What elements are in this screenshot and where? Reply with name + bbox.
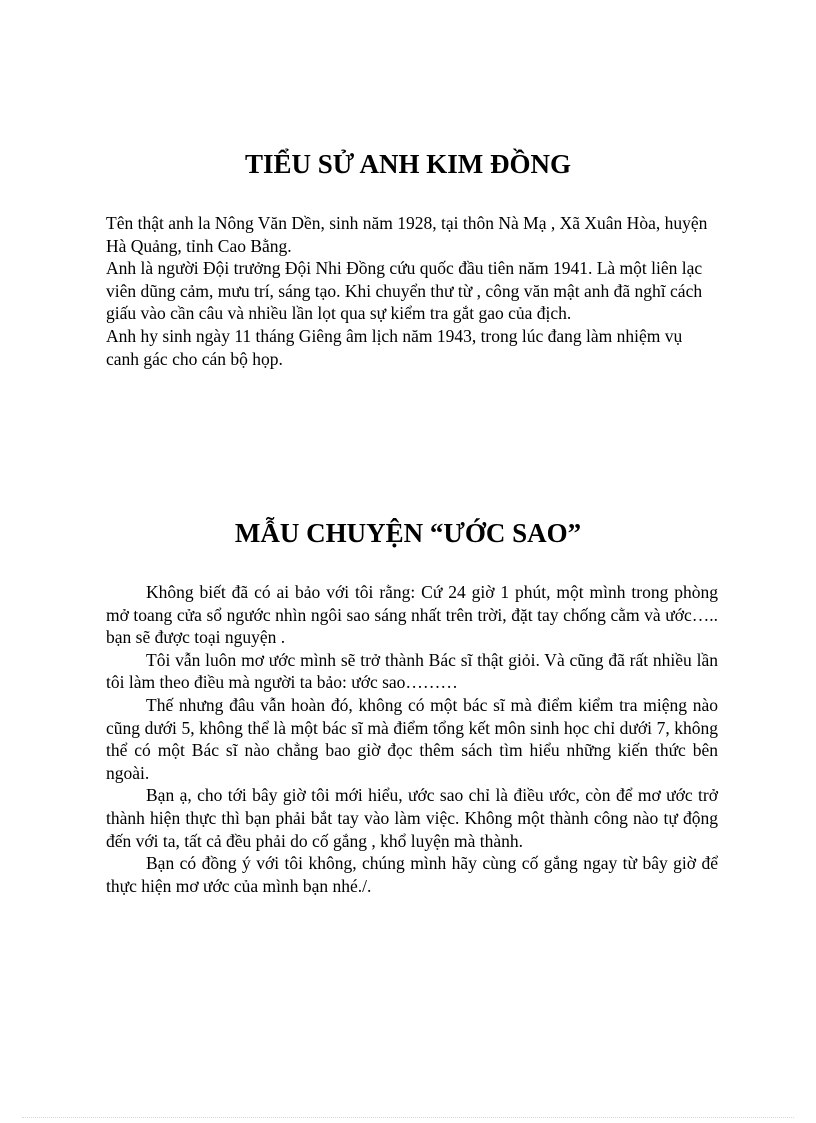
story-paragraph: Tôi vẫn luôn mơ ước mình sẽ trở thành Bác sĩ thật giỏi. Và cũng đã rất nhiều lần tôi làm theo điều mà người ta bảo: ước sao……… bbox=[106, 649, 718, 693]
section-title-story: MẪU CHUYỆN “ƯỚC SAO” bbox=[234, 518, 582, 548]
story-paragraph: Thế nhưng đâu vẫn hoàn đó, không có một bác sĩ mà điểm kiểm tra miệng nào cũng dưới 5, không thể là một bác sĩ mà điểm tổng kết môn sinh học chỉ dưới 7, không thể có một Bác sĩ nào chẳng bao giờ đọc thêm sách tìm hiểu những kiến thức bên ngoài. bbox=[106, 694, 718, 783]
section-title-biography: TIỂU SỬ ANH KIM ĐỒNG bbox=[244, 149, 572, 179]
biography-paragraph: Anh hy sinh ngày 11 tháng Giêng âm lịch năm 1943, trong lúc đang làm nhiệm vụ canh gác cho cán bộ họp. bbox=[106, 325, 683, 369]
story-body bbox=[106, 581, 718, 897]
story-paragraph: Bạn có đồng ý với tôi không, chúng mình hãy cùng cố gắng ngay từ bây giờ để thực hiện mơ ước của mình bạn nhé./. bbox=[106, 853, 718, 896]
story-paragraph: Không biết đã có ai bảo với tôi rằng: Cứ 24 giờ 1 phút, một mình trong phòng mở toang cửa sổ ngước nhìn ngôi sao sáng nhất trên trời, đặt tay chống cằm và ước….. bạn sẽ được toại nguyện . bbox=[106, 582, 718, 648]
biography-paragraph: Tên thật anh la Nông Văn Dền, sinh năm 1928, tại thôn Nà Mạ , Xã Xuân Hòa, huyện Hà Quảng, tỉnh Cao Bằng. bbox=[106, 213, 708, 256]
biography-body bbox=[106, 212, 718, 370]
page-bottom-divider bbox=[22, 1117, 794, 1118]
biography-paragraph: Anh là người Đội trưởng Đội Nhi Đồng cứu quốc đầu tiên năm 1941. Là một liên lạc viên dũng cảm, mưu trí, sáng tạo. Khi chuyển thư từ , công văn mật anh đã nghĩ cách giấu vào cần câu và nhiều lần lọt qua sự kiểm tra gắt gao của địch. bbox=[106, 258, 703, 324]
story-paragraph: Bạn ạ, cho tới bây giờ tôi mới hiểu, ước sao chỉ là điều ước, còn để mơ ước trở thành hiện thực thì bạn phải bắt tay vào làm việc. Không một thành công nào tự động đến với ta, tất cả đều phải do cố gắng , khổ luyện mà thành. bbox=[106, 785, 718, 851]
